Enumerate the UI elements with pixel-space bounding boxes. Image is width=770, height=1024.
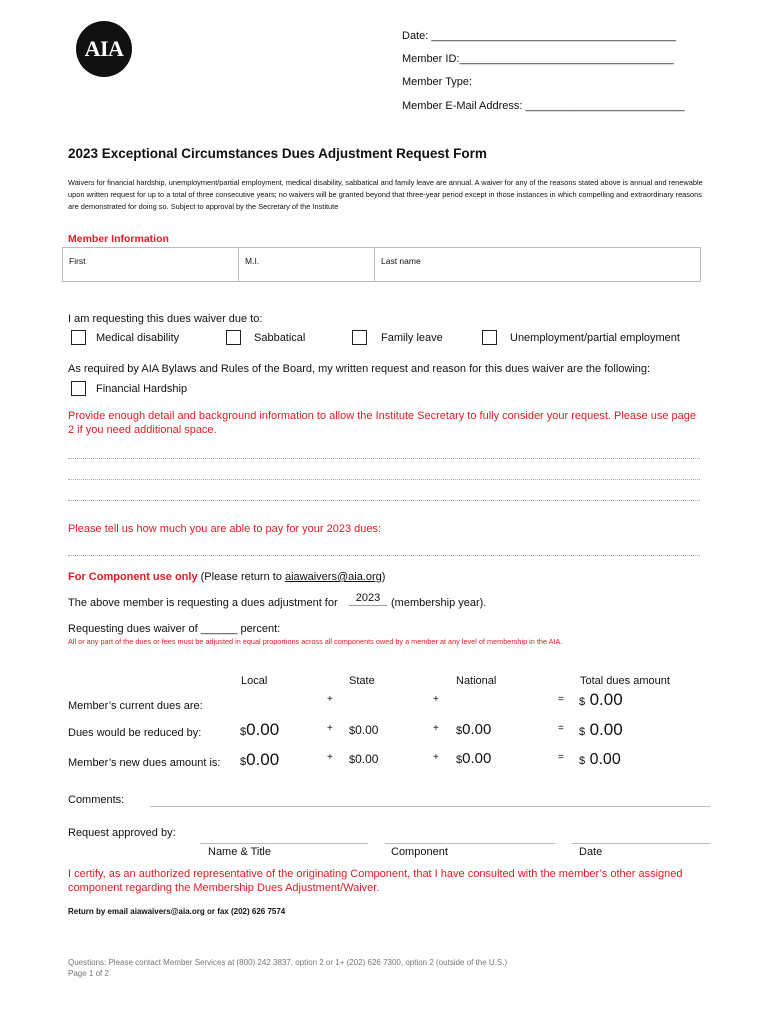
- name-title-label: Name & Title: [208, 846, 271, 858]
- member-info-table: [62, 247, 701, 282]
- unemployment-label: Unemployment/partial employment: [510, 332, 680, 344]
- membership-year-label: (membership year).: [391, 597, 487, 609]
- current-total-field[interactable]: [579, 690, 623, 710]
- dollar-sign: $: [579, 726, 586, 738]
- dollar-sign: $: [456, 754, 463, 766]
- aia-logo: [76, 21, 132, 77]
- dollar-sign: $: [349, 754, 356, 766]
- current-dues-label: Member’s current dues are:: [68, 700, 203, 712]
- dollar-sign: $: [579, 696, 586, 708]
- component-line[interactable]: [385, 843, 555, 844]
- dollar-sign: $: [456, 725, 463, 737]
- plus-sign: +: [327, 694, 333, 705]
- middle-initial-label: M.I.: [245, 256, 260, 266]
- equal-proportions-note: All or any part of the dues or fees must be adjusted in equal proportions across all components owed by a member at any level of membership in the AIA.: [68, 637, 563, 646]
- member-email-field[interactable]: Member E-Mail Address: __________________________: [402, 100, 685, 112]
- equals-sign: =: [558, 752, 564, 763]
- new-state-value: 0.00: [355, 752, 379, 766]
- plus-sign: +: [433, 694, 439, 705]
- financial-hardship-checkbox[interactable]: [71, 381, 86, 396]
- dollar-sign: $: [579, 755, 586, 767]
- membership-year-field[interactable]: 2023: [349, 592, 387, 606]
- payment-prompt: Please tell us how much you are able to pay for your 2023 dues:: [68, 523, 382, 535]
- comments-line[interactable]: [150, 806, 710, 807]
- component-use-row: [68, 571, 385, 583]
- adjust-text: The above member is requesting a dues adjustment for: [68, 597, 338, 609]
- return-email-link[interactable]: aiawaivers@aia.org: [285, 571, 382, 583]
- member-info-heading: Member Information: [68, 233, 169, 245]
- date-field[interactable]: Date: ________________________________________: [402, 30, 677, 42]
- approved-by-label: Request approved by:: [68, 827, 176, 839]
- dollar-sign: $: [240, 756, 247, 768]
- financial-hardship-label: Financial Hardship: [96, 383, 188, 395]
- return-text: (Please return to: [200, 571, 285, 583]
- new-total-value: 0.00: [589, 751, 621, 768]
- reduced-state-value: 0.00: [355, 723, 379, 737]
- date-label: Date: [579, 846, 603, 858]
- last-name-field[interactable]: [375, 248, 701, 282]
- waiver-percent[interactable]: Requesting dues waiver of ______ percent:: [68, 623, 281, 635]
- equals-sign: =: [558, 694, 564, 705]
- unemployment-checkbox[interactable]: [482, 330, 497, 345]
- reduced-local-value: 0.00: [246, 720, 280, 739]
- detail-instructions: Provide enough detail and background information to allow the Institute Secretary to fully consider your request. Please use page 2 if you need additional space.: [68, 410, 696, 436]
- logo-text: AIA: [84, 36, 124, 61]
- component-label: Component: [391, 846, 448, 858]
- national-header: National: [456, 675, 497, 687]
- name-title-line[interactable]: [200, 843, 368, 844]
- footer-questions: Questions: Please contact Member Services at (800) 242 3837, option 2 or 1+ (202) 626 7300, option 2 (outside of the U.S.): [68, 958, 508, 967]
- local-header: Local: [241, 675, 268, 687]
- new-state-field[interactable]: [349, 750, 378, 768]
- new-local-field[interactable]: [240, 750, 279, 770]
- reduced-total-field[interactable]: [579, 720, 623, 740]
- first-name-field[interactable]: [63, 248, 239, 282]
- last-name-label: Last name: [381, 256, 421, 266]
- new-total-field[interactable]: [579, 751, 621, 769]
- plus-sign: +: [433, 723, 439, 734]
- new-dues-label: Member’s new dues amount is:: [68, 757, 221, 769]
- dollar-sign: $: [349, 725, 356, 737]
- return-close: ): [381, 571, 386, 583]
- member-id-field[interactable]: Member ID:___________________________________: [402, 53, 674, 65]
- bylaws-text: As required by AIA Bylaws and Rules of the Board, my written request and reason for this dues waiver are the following:: [68, 363, 651, 375]
- date-line[interactable]: [572, 843, 710, 844]
- total-header: Total dues amount: [580, 675, 670, 687]
- reduced-national-value: 0.00: [462, 721, 492, 738]
- new-local-value: 0.00: [246, 750, 280, 769]
- medical-disability-label: Medical disability: [96, 332, 180, 344]
- equals-sign: =: [558, 723, 564, 734]
- payment-line[interactable]: [68, 555, 700, 556]
- first-name-label: First: [69, 256, 86, 266]
- sabbatical-checkbox[interactable]: [226, 330, 241, 345]
- state-header: State: [349, 675, 375, 687]
- comments-label: Comments:: [68, 794, 125, 806]
- intro-paragraph: Waivers for financial hardship, unemployment/partial employment, medical disability, sabbatical and family leave are annual. A waiver for any of the reasons stated above is annual and renewable upon written request for up to a total of three consecutive years; no waivers will be granted beyond that three-year period except in those instances in which compelling and extraordinary reasons are demonstrated for doing so. Subject to approval by the Secretary of the Institute: [68, 178, 703, 211]
- reduced-state-field[interactable]: [349, 721, 378, 739]
- new-national-field[interactable]: [456, 750, 491, 768]
- waiver-prompt: I am requesting this dues waiver due to:: [68, 313, 263, 325]
- reason-line-2[interactable]: [68, 479, 700, 480]
- current-total-value: 0.00: [589, 690, 623, 709]
- reduced-total-value: 0.00: [589, 720, 623, 739]
- component-use-heading: For Component use only: [68, 571, 198, 583]
- reason-line-1[interactable]: [68, 458, 700, 459]
- reduced-national-field[interactable]: [456, 721, 491, 739]
- family-leave-label: Family leave: [381, 332, 443, 344]
- dollar-sign: $: [240, 726, 247, 738]
- plus-sign: +: [327, 723, 333, 734]
- member-type-field[interactable]: Member Type:: [402, 76, 473, 88]
- certification-text: I certify, as an authorized representative of the originating Component, that I have consulted with the member’s other assigned component regarding the Membership Dues Adjustment/Waiver.: [68, 868, 683, 894]
- new-national-value: 0.00: [462, 750, 492, 767]
- page-number: Page 1 of 2: [68, 969, 109, 978]
- medical-disability-checkbox[interactable]: [71, 330, 86, 345]
- middle-initial-field[interactable]: [239, 248, 375, 282]
- family-leave-checkbox[interactable]: [352, 330, 367, 345]
- form-title: 2023 Exceptional Circumstances Dues Adjustment Request Form: [68, 146, 487, 161]
- reduced-local-field[interactable]: [240, 720, 279, 740]
- reduced-by-label: Dues would be reduced by:: [68, 727, 202, 739]
- sabbatical-label: Sabbatical: [254, 332, 306, 344]
- plus-sign: +: [327, 752, 333, 763]
- return-by-email: Return by email aiawaivers@aia.org or fax (202) 626 7574: [68, 907, 286, 916]
- reason-line-3[interactable]: [68, 500, 700, 501]
- plus-sign: +: [433, 752, 439, 763]
